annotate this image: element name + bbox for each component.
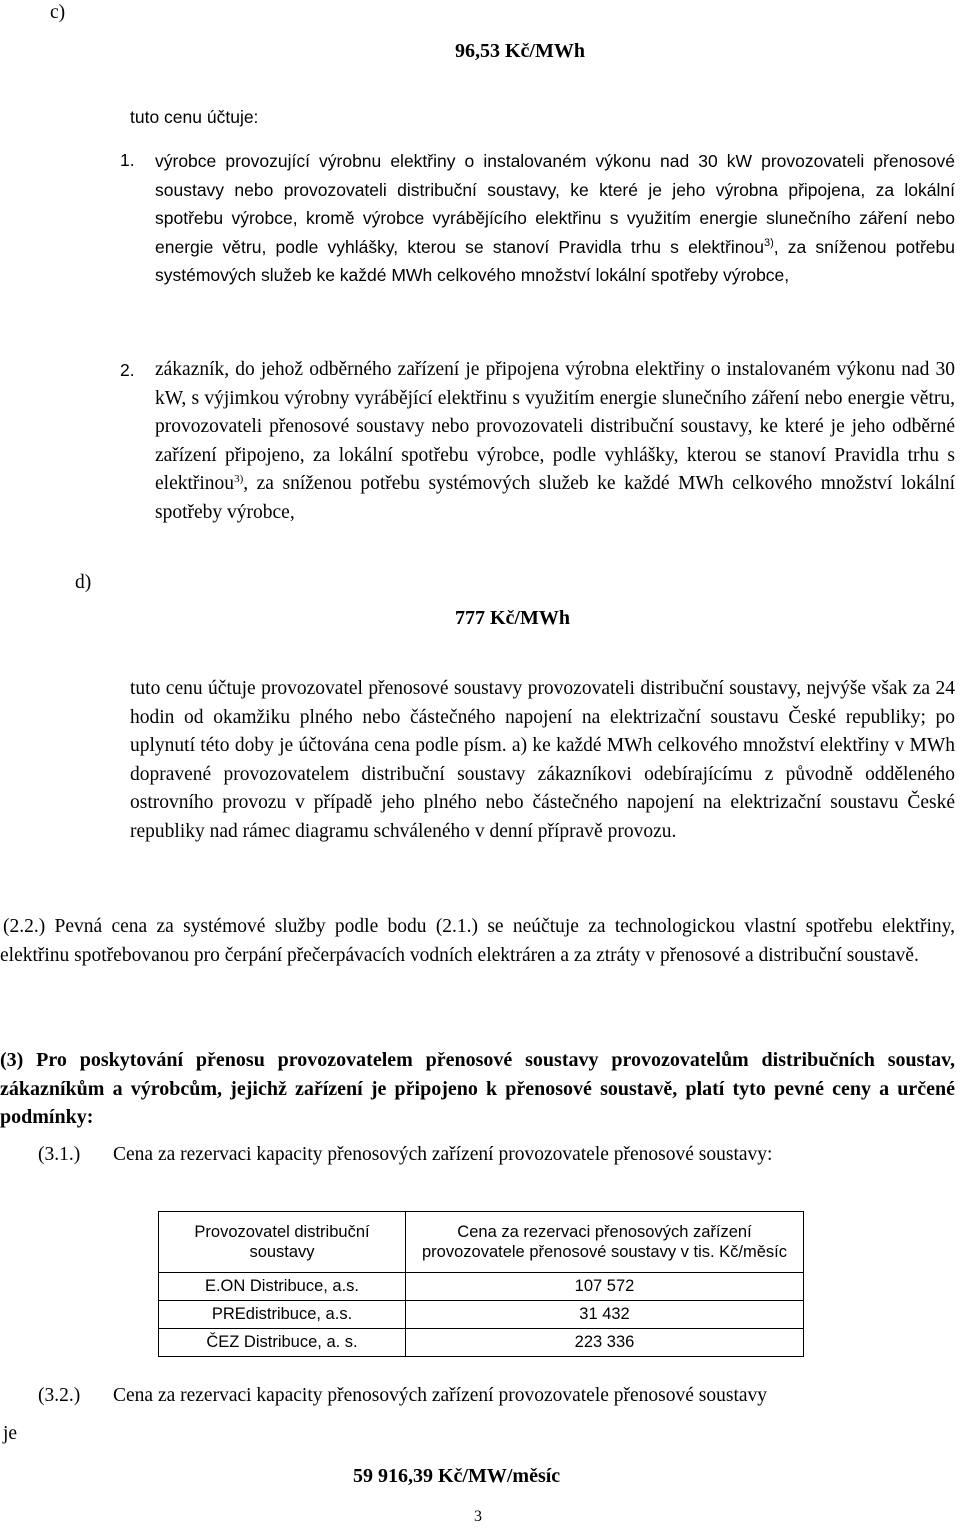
- section-d-price: 777 Kč/MWh: [455, 607, 570, 629]
- table-header-price: Cena za rezervaci přenosových zařízení provozovatele přenosové soustavy v tis. Kč/měsíc: [406, 1212, 804, 1273]
- table-cell-operator: E.ON Distribuce, a.s.: [159, 1273, 406, 1301]
- table-cell-operator: PREdistribuce, a.s.: [159, 1301, 406, 1329]
- section-d-text: tuto cenu účtuje provozovatel přenosové soustavy provozovateli distribuční soustavy, nejvýše však za 24 hodin od okamžiku plného nebo částečného napojení na elektrizační soustavu České republiky; po uplynutí této doby je účtována cena podle písm. a) ke každé MWh celkového množství elektřiny v MWh dopravené provozovatelem distribuční soustavy zákazníkovi odebírajícímu z původně odděleného ostrovního provozu v případě jeho plného nebo částečného napojení na elektrizační soustavu České republiky nad rámec diagramu schváleného v denní přípravě provozu.: [130, 678, 955, 842]
- table-header-operator: Provozovatel distribuční soustavy: [159, 1212, 406, 1273]
- item-2-text: zákazník, do jehož odběrného zařízení je připojena výrobna elektřiny o instalovaném výkonu nad 30 kW, s výjimkou výrobny vyrábějící elektřinu s využitím energie slunečního záření nebo energie větru, provozovateli přenosové soustavy nebo provozovateli distribuční soustavy, ke které je jeho odběrné zařízení připojeno, za lokální spotřebu výrobce, podle vyhlášky, kterou se stanoví Pravidla trhu s elektřinou$^{3)}$, za sníženou potřebu systémových služeb ke každé MWh celkového množství lokální spotřeby výrobce,: [155, 359, 955, 523]
- paragraph-3-2-number: (3.2.): [38, 1385, 81, 1406]
- section-d-label: d): [75, 572, 92, 593]
- item-2-number: 2.: [120, 360, 135, 380]
- item-1-text: výrobce provozující výrobnu elektřiny o instalovaném výkonu nad 30 kW provozovateli přenosové soustavy nebo provozovateli distribuční soustavy, ke které je jeho výrobna připojena, za lokální spotřebu výrobce, kromě výrobce vyrábějícího elektřinu s využitím energie slunečního záření nebo energie větru, podle vyhlášky, kterou se stanoví Pravidla trhu s elektřinou$^{3)}$, za sníženou potřebu systémových služeb ke každé MWh celkového množství lokální spotřeby výrobce,: [155, 151, 955, 285]
- section-3-price: 59 916,39 Kč/MW/měsíc: [353, 1465, 561, 1487]
- page-number: 3: [474, 1508, 482, 1525]
- table-cell-price: 31 432: [406, 1301, 804, 1329]
- table-cell-operator: ČEZ Distribuce, a. s.: [159, 1329, 406, 1357]
- paragraph-3-2-text: Cena za rezervaci kapacity přenosových zařízení provozovatele přenosové soustavy: [113, 1385, 768, 1406]
- paragraph-2-2: (2.2.) Pevná cena za systémové služby podle bodu (2.1.) se neúčtuje za technologickou vlastní spotřebu elektřiny, elektřinu spotřebovanou pro čerpání přečerpávacích vodních elektráren a za ztráty v přenosové a distribuční soustavě.: [0, 916, 955, 966]
- paragraph-3-1-number: (3.1.): [38, 1144, 81, 1165]
- item-1-number: 1.: [120, 150, 135, 170]
- section-c-label: c): [50, 2, 66, 23]
- section-3-heading: (3) Pro poskytování přenosu provozovatelem přenosové soustavy provozovatelům distribučních soustav, zákazníkům a výrobcům, jejichž zařízení je připojeno k přenosové soustavě, platí tyto pevné ceny a určené podmínky:: [0, 1049, 955, 1128]
- paragraph-3-1-text: Cena za rezervaci kapacity přenosových zařízení provozovatele přenosové soustavy:: [113, 1144, 773, 1165]
- table-row: [159, 1273, 804, 1301]
- table-cell-price: 223 336: [406, 1329, 804, 1357]
- section-c-intro: tuto cenu účtuje:: [130, 107, 259, 127]
- capacity-reservation-table: [158, 1211, 804, 1357]
- section-c-price: 96,53 Kč/MWh: [455, 40, 585, 62]
- table-row: [159, 1301, 804, 1329]
- table-row: [159, 1329, 804, 1357]
- table-header-row: [159, 1212, 804, 1273]
- paragraph-3-2-continuation: je: [3, 1423, 18, 1444]
- table-cell-price: 107 572: [406, 1273, 804, 1301]
